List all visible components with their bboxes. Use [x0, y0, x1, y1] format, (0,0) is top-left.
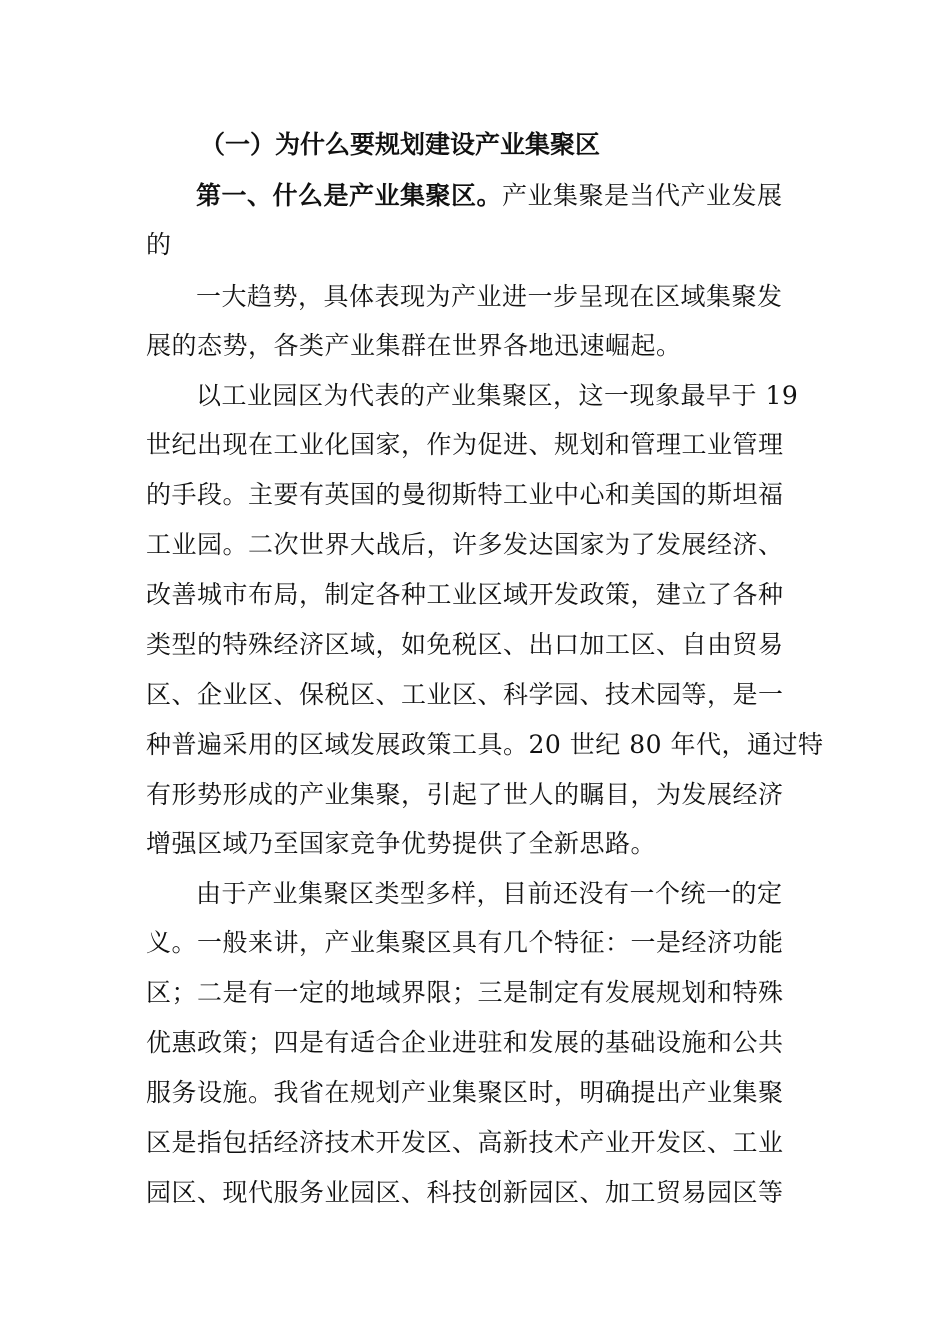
paragraph-1-bold-lead: 第一、什么是产业集聚区。: [196, 181, 503, 210]
paragraph-4-line-6: 区是指包括经济技术开发区、高新技术产业开发区、工业: [146, 1128, 784, 1157]
section-heading: （一）为什么要规划建设产业集聚区: [200, 130, 601, 159]
paragraph-1-line-1: [196, 180, 783, 212]
paragraph-4-line-2: 义。一般来讲，产业集聚区具有几个特征：一是经济功能: [146, 928, 784, 957]
paragraph-3-line-6: 类型的特殊经济区域，如免税区、出口加工区、自由贸易: [146, 630, 784, 659]
paragraph-3-line-9: 有形势形成的产业集聚，引起了世人的瞩目，为发展经济: [146, 780, 784, 809]
paragraph-3-line-7: 区、企业区、保税区、工业区、科学园、技术园等，是一: [146, 680, 784, 709]
paragraph-4-line-1: 由于产业集聚区类型多样，目前还没有一个统一的定: [196, 879, 783, 908]
paragraph-1-line-2: 的: [146, 230, 172, 259]
paragraph-3-line-1: 以工业园区为代表的产业集聚区，这一现象最早于 19: [196, 381, 799, 410]
paragraph-2-line-1: 一大趋势，具体表现为产业进一步呈现在区域集聚发: [196, 282, 783, 311]
paragraph-3-line-4: 工业园。二次世界大战后，许多发达国家为了发展经济、: [146, 530, 784, 559]
paragraph-4-line-7: 园区、现代服务业园区、科技创新园区、加工贸易园区等: [146, 1178, 784, 1207]
paragraph-3-line-3: 的手段。主要有英国的曼彻斯特工业中心和美国的斯坦福: [146, 480, 784, 509]
paragraph-3-line-8: 种普遍采用的区域发展政策工具。20 世纪 80 年代，通过特: [146, 730, 824, 759]
paragraph-4-line-5: 服务设施。我省在规划产业集聚区时，明确提出产业集聚: [146, 1078, 784, 1107]
paragraph-3-line-10: 增强区域乃至国家竞争优势提供了全新思路。: [146, 829, 657, 858]
paragraph-4-line-4: 优惠政策；四是有适合企业进驻和发展的基础设施和公共: [146, 1028, 784, 1057]
paragraph-3-line-2: 世纪出现在工业化国家，作为促进、规划和管理工业管理: [146, 430, 784, 459]
paragraph-3-line-5: 改善城市布局，制定各种工业区域开发政策，建立了各种: [146, 580, 784, 609]
paragraph-4-line-3: 区；二是有一定的地域界限；三是制定有发展规划和特殊: [146, 978, 784, 1007]
paragraph-1-line-1-rest: 产业集聚是当代产业发展: [502, 181, 783, 210]
paragraph-2-line-2: 展的态势，各类产业集群在世界各地迅速崛起。: [146, 331, 682, 360]
